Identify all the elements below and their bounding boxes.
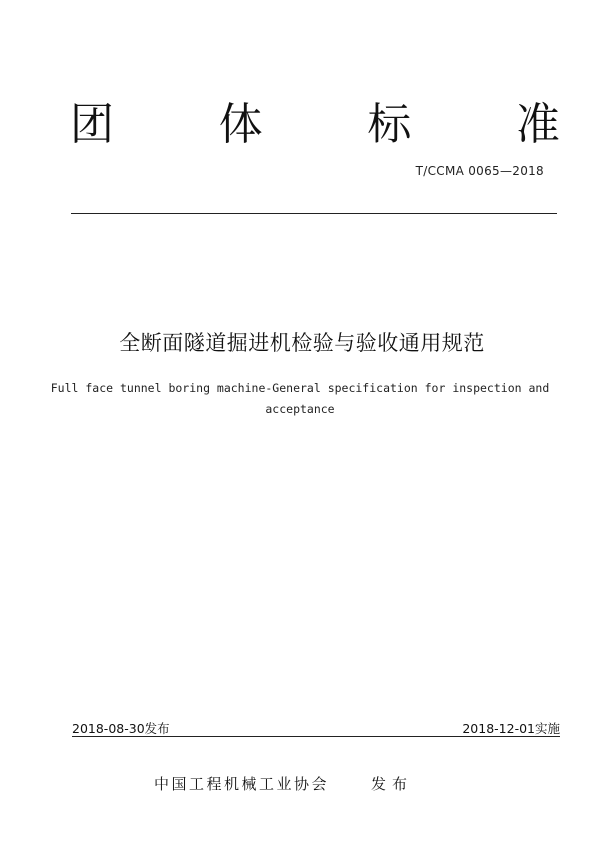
issuer-name: 中国工程机械工业协会 bbox=[154, 775, 330, 793]
issuer-row bbox=[154, 773, 413, 794]
publish-date: 2018-08-30发布 bbox=[72, 721, 170, 736]
title-char-1: 团 bbox=[70, 99, 114, 150]
issuer-action: 发布 bbox=[371, 775, 414, 793]
top-divider bbox=[71, 213, 557, 214]
title-char-2: 体 bbox=[218, 99, 263, 150]
chinese-title: 全断面隧道掘进机检验与验收通用规范 bbox=[119, 331, 485, 355]
title-char-3: 标 bbox=[367, 99, 412, 150]
standard-code: T/CCMA 0065—2018 bbox=[415, 164, 544, 178]
english-title-line-2: acceptance bbox=[265, 402, 335, 416]
bottom-divider bbox=[72, 736, 560, 737]
date-row bbox=[72, 719, 560, 737]
title-char-4: 准 bbox=[515, 99, 560, 150]
english-title bbox=[40, 378, 560, 420]
english-title-line-1: Full face tunnel boring machine-General specification for inspection and bbox=[50, 381, 550, 395]
document-type-title bbox=[70, 95, 560, 155]
effective-date: 2018-12-01实施 bbox=[462, 721, 560, 736]
